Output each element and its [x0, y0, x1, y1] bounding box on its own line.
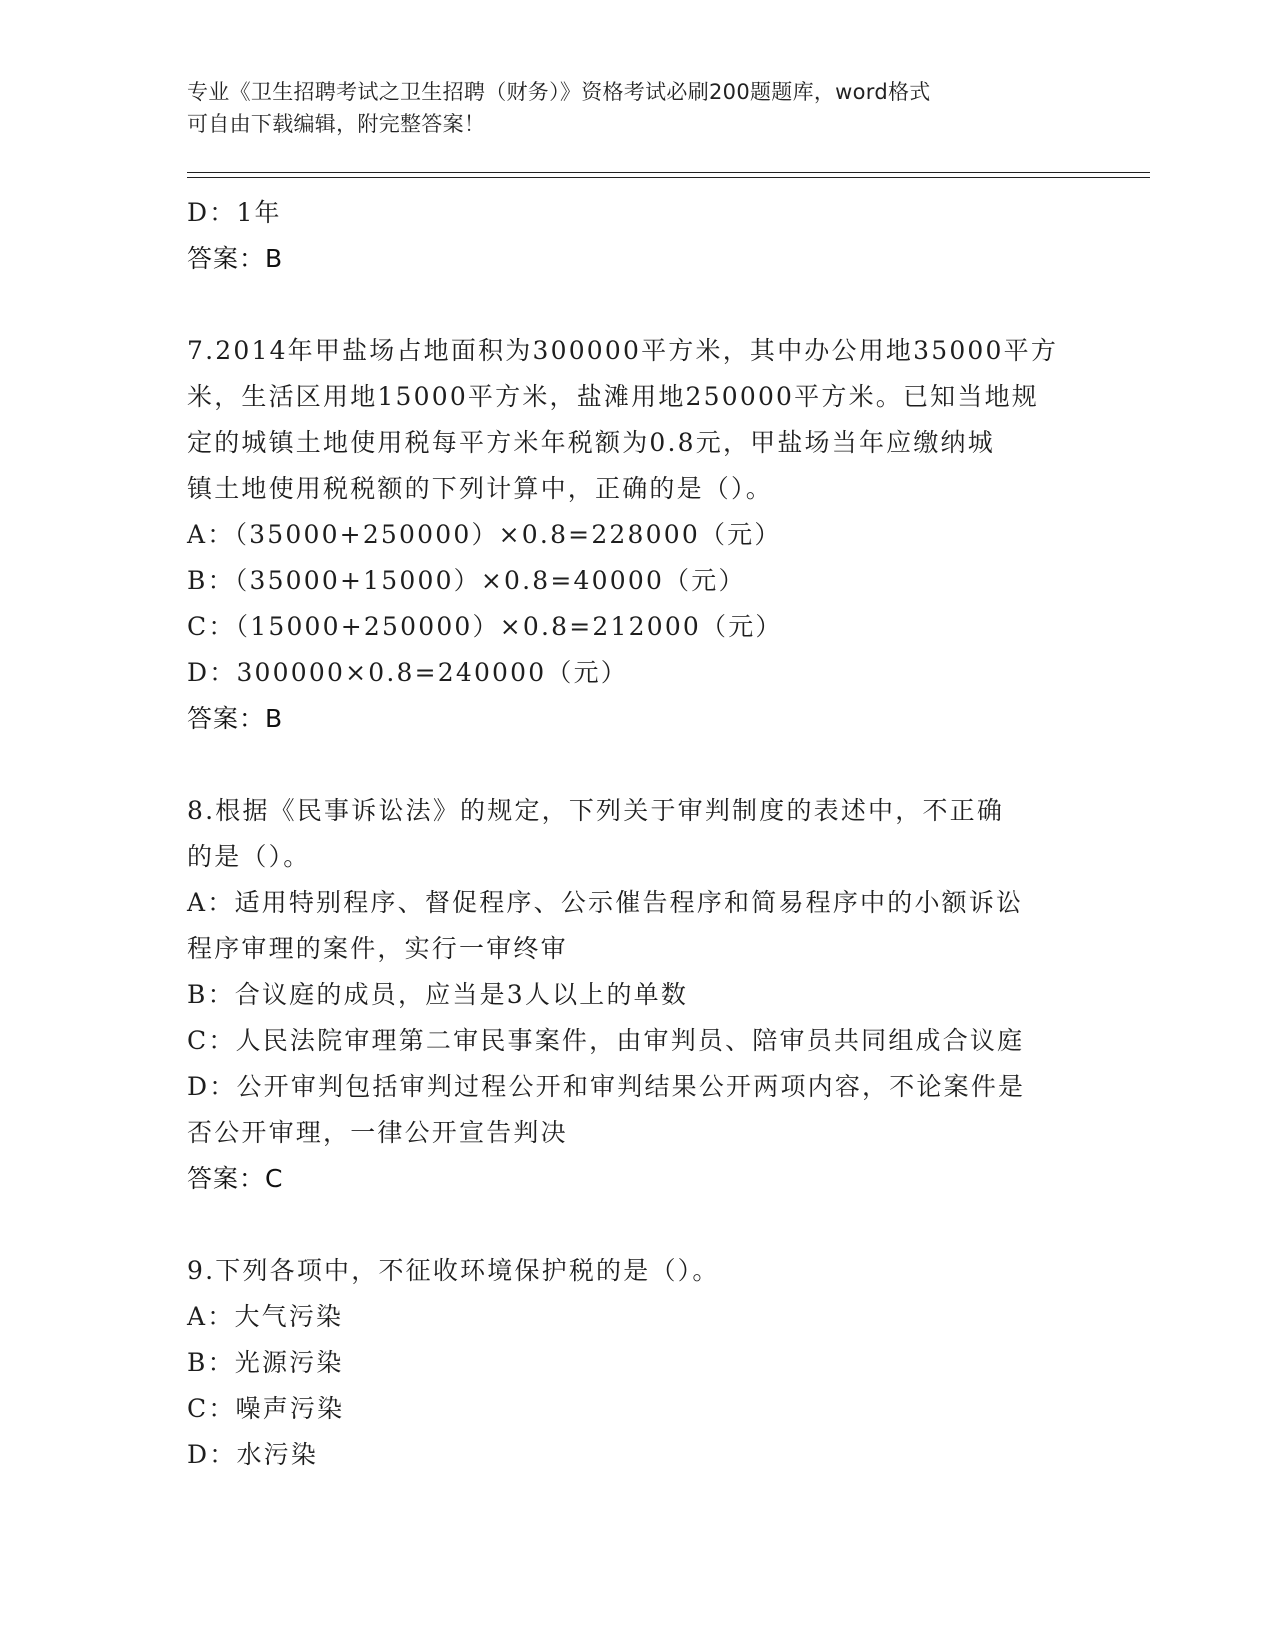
question-line: D：1年 [187, 198, 282, 227]
document-header [187, 76, 1087, 140]
header-divider-top [187, 172, 1150, 173]
question-block [187, 190, 1087, 282]
question-block [187, 1248, 1087, 1478]
question-line: B：合议庭的成员，应当是3人以上的单数 [187, 980, 689, 1009]
question-line: A：（35000+250000）×0.8=228000（元） [187, 520, 782, 549]
question-line: 定的城镇土地使用税每平方米年税额为0.8元，甲盐场当年应缴纳城 [187, 428, 995, 457]
header-line-1: 专业《卫生招聘考试之卫生招聘（财务）》资格考试必刷200题题库，word格式 [187, 80, 931, 104]
block-spacer [187, 282, 1087, 328]
header-line-2: 可自由下载编辑，附完整答案！ [187, 112, 486, 136]
answer-line: 答案：B [187, 704, 284, 733]
question-line: 程序审理的案件，实行一审终审 [187, 934, 568, 963]
question-line: 米，生活区用地15000平方米，盐滩用地250000平方米。已知当地规 [187, 382, 1039, 411]
answer-line: 答案：B [187, 244, 284, 273]
header-divider-bottom [187, 177, 1150, 178]
question-line: C：噪声污染 [187, 1394, 345, 1423]
question-line: D：水污染 [187, 1440, 319, 1469]
question-line: D：300000×0.8=240000（元） [187, 658, 628, 687]
question-line: 否公开审理，一律公开宣告判决 [187, 1118, 568, 1147]
block-spacer [187, 742, 1087, 788]
question-line: B：光源污染 [187, 1348, 344, 1377]
question-line: 7.2014年甲盐场占地面积为300000平方米，其中办公用地35000平方 [187, 336, 1059, 365]
question-block [187, 328, 1087, 742]
block-spacer [187, 1202, 1087, 1248]
question-line: 的是（）。 [187, 842, 311, 871]
question-line: 8.根据《民事诉讼法》的规定，下列关于审判制度的表述中，不正确 [187, 796, 1005, 825]
question-line: A：大气污染 [187, 1302, 344, 1331]
question-block [187, 788, 1087, 1202]
question-line: A：适用特别程序、督促程序、公示催告程序和简易程序中的小额诉讼 [187, 888, 1024, 917]
question-line: 镇土地使用税税额的下列计算中，正确的是（）。 [187, 474, 773, 503]
answer-line: 答案：C [187, 1164, 284, 1193]
question-line: 9.下列各项中，不征收环境保护税的是（）。 [187, 1256, 720, 1285]
question-line: C：人民法院审理第二审民事案件，由审判员、陪审员共同组成合议庭 [187, 1026, 1025, 1055]
question-line: C：（15000+250000）×0.8=212000（元） [187, 612, 783, 641]
question-line: D：公开审判包括审判过程公开和审判结果公开两项内容，不论案件是 [187, 1072, 1026, 1101]
question-line: B：（35000+15000）×0.8=40000（元） [187, 566, 746, 595]
question-content [187, 190, 1087, 1478]
